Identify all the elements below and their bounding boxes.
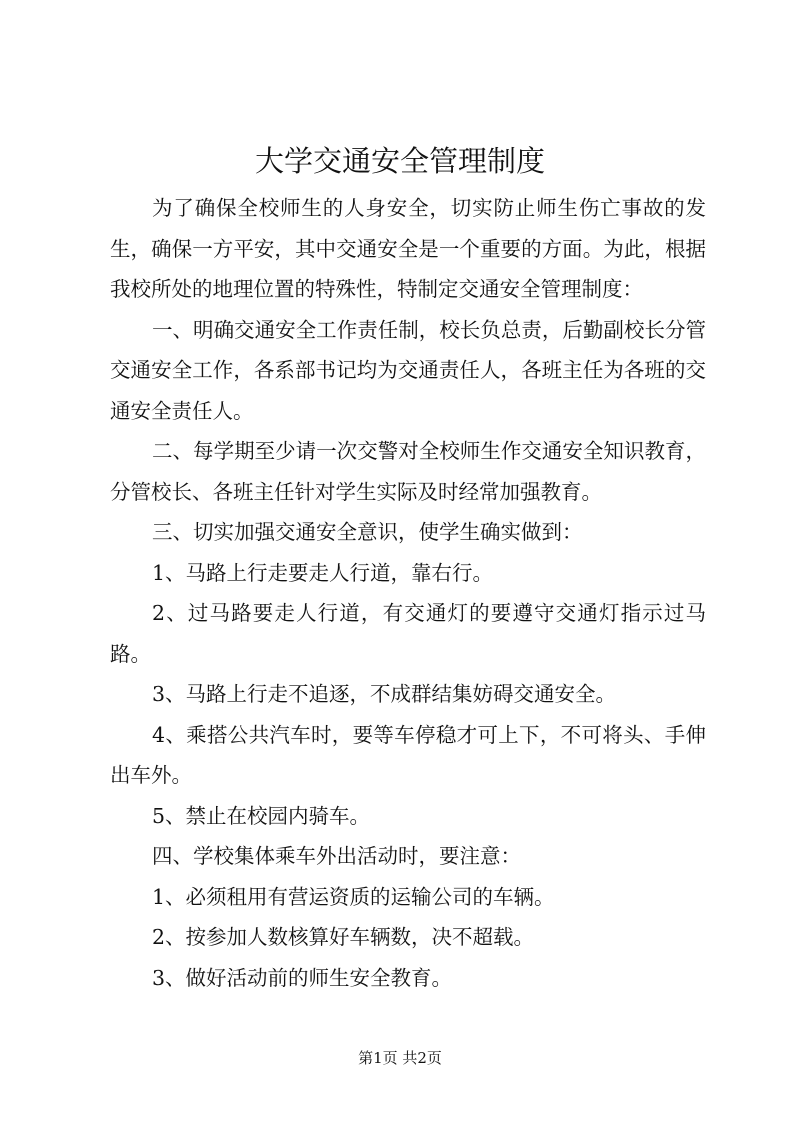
page-number-footer: 第1页 共2页 bbox=[358, 1049, 442, 1067]
paragraph-section-1: 一、明确交通安全工作责任制，校长负总责，后勤副校长分管交通安全工作，各系部书记均为交通责任人，各班主任为各班的交通安全责任人。 bbox=[110, 317, 706, 423]
paragraph-section-3: 三、切实加强交通安全意识，使学生确实做到： bbox=[152, 520, 583, 544]
list-item: 1、马路上行走要走人行道，靠右行。 bbox=[152, 560, 494, 585]
list-item: 3、马路上行走不追逐，不成群结集妨碍交通安全。 bbox=[152, 682, 617, 706]
paragraph-intro: 为了确保全校师生的人身安全，切实防止师生伤亡事故的发生，确保一方平安，其中交通安全是一个重要的方面。为此，根据我校所处的地理位置的特殊性，特制定交通安全管理制度： bbox=[110, 196, 706, 301]
list-item: 1、必须租用有营运资质的运输公司的车辆。 bbox=[152, 884, 555, 909]
document-body bbox=[110, 188, 706, 998]
list-item: 4、乘搭公共汽车时，要等车停稳才可上下，不可将头、手伸出车外。 bbox=[110, 722, 706, 787]
list-item: 5、禁止在校园内骑车。 bbox=[152, 803, 371, 828]
paragraph-section-4: 四、学校集体乘车外出活动时，要注意： bbox=[152, 844, 522, 868]
paragraph-section-2: 二、每学期至少请一次交警对全校师生作交通安全知识教育，分管校长、各班主任针对学生实际及时经常加强教育。 bbox=[110, 439, 706, 504]
list-item: 3、做好活动前的师生安全教育。 bbox=[152, 965, 453, 990]
list-item: 2、按参加人数核算好车辆数，决不超载。 bbox=[152, 925, 535, 949]
document-title: 大学交通安全管理制度 bbox=[254, 144, 545, 178]
list-item: 2、过马路要走人行道，有交通灯的要遵守交通灯指示过马路。 bbox=[110, 601, 706, 666]
